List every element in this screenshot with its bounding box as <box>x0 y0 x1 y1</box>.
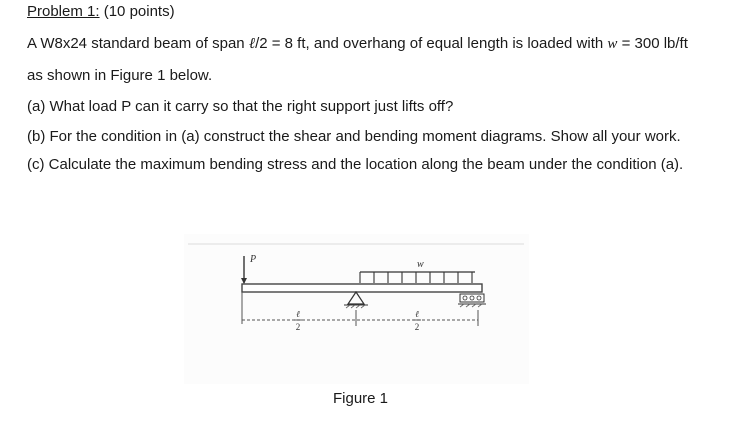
svg-text:ℓ: ℓ <box>415 309 419 319</box>
load-symbol: w <box>607 36 618 52</box>
beam <box>242 284 482 292</box>
figure-caption: Figure 1 <box>333 390 389 407</box>
problem-heading <box>27 3 175 20</box>
svg-text:2: 2 <box>414 322 420 332</box>
beam-figure <box>184 234 529 384</box>
problem-title: Problem 1: <box>27 3 100 20</box>
intro-text-part2: /2 = 8 ft, and overhang of equal length is loaded with <box>255 35 608 52</box>
beam-diagram <box>184 234 529 384</box>
question-b: (b) For the condition in (a) construct the shear and bending moment diagrams. Show all your work. <box>27 128 681 145</box>
point-load-arrowhead <box>241 278 247 284</box>
svg-text:2: 2 <box>295 322 301 332</box>
pin-support <box>348 292 364 304</box>
problem-points: (10 points) <box>103 3 175 20</box>
dist-load-arrows <box>360 272 472 283</box>
roller-support <box>460 294 484 302</box>
intro-text-part1: A W8x24 standard beam of span <box>27 35 249 52</box>
intro-line-2: as shown in Figure 1 below. <box>27 67 213 84</box>
dist-load-label: w <box>417 259 424 270</box>
point-load-label: P <box>250 254 257 265</box>
intro-text-part3: = 300 lb/ft <box>617 35 688 52</box>
svg-text:ℓ: ℓ <box>296 309 300 319</box>
span-symbol: ℓ <box>248 36 256 52</box>
question-a: (a) What load P can it carry so that the right support just lifts off? <box>27 98 454 115</box>
question-c: (c) Calculate the maximum bending stress and the location along the beam under the condition (a). <box>27 156 684 173</box>
intro-line-1 <box>27 35 688 53</box>
